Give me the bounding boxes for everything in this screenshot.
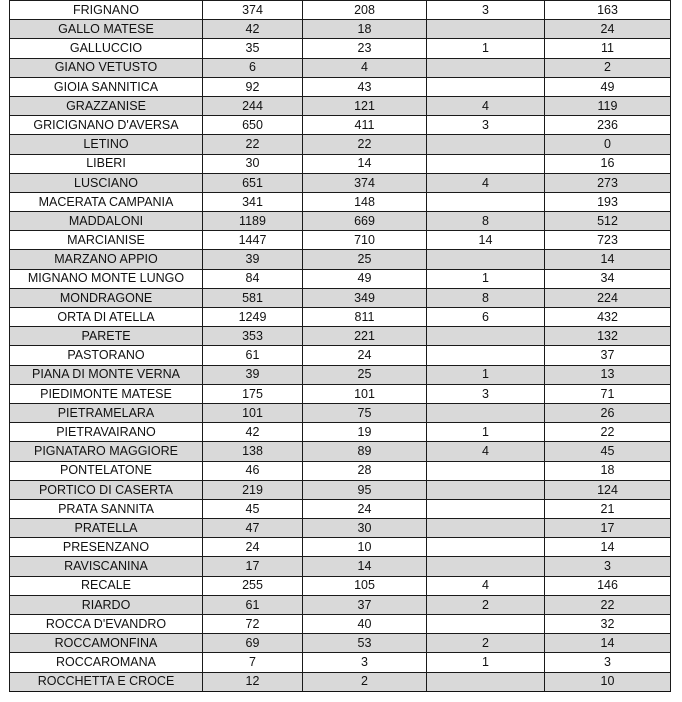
value-cell-col2: 84 bbox=[203, 269, 303, 288]
municipality-name-cell: PASTORANO bbox=[10, 346, 203, 365]
value-cell-col5: 11 bbox=[545, 39, 671, 58]
value-cell-col2: 24 bbox=[203, 538, 303, 557]
municipality-name-cell: PIETRAMELARA bbox=[10, 403, 203, 422]
value-cell-col3: 101 bbox=[303, 384, 427, 403]
value-cell-col4 bbox=[427, 538, 545, 557]
value-cell-col5: 22 bbox=[545, 423, 671, 442]
value-cell-col3: 121 bbox=[303, 96, 427, 115]
value-cell-col3: 4 bbox=[303, 58, 427, 77]
value-cell-col4: 4 bbox=[427, 96, 545, 115]
municipality-name-cell: PIANA DI MONTE VERNA bbox=[10, 365, 203, 384]
value-cell-col2: 61 bbox=[203, 595, 303, 614]
value-cell-col4: 14 bbox=[427, 231, 545, 250]
value-cell-col2: 353 bbox=[203, 327, 303, 346]
table-row bbox=[10, 173, 671, 192]
value-cell-col3: 22 bbox=[303, 135, 427, 154]
value-cell-col2: 7 bbox=[203, 653, 303, 672]
value-cell-col2: 650 bbox=[203, 116, 303, 135]
value-cell-col4 bbox=[427, 557, 545, 576]
value-cell-col2: 72 bbox=[203, 615, 303, 634]
value-cell-col5: 71 bbox=[545, 384, 671, 403]
value-cell-col2: 1447 bbox=[203, 231, 303, 250]
municipality-name-cell: RIARDO bbox=[10, 595, 203, 614]
value-cell-col3: 669 bbox=[303, 212, 427, 231]
value-cell-col2: 22 bbox=[203, 135, 303, 154]
value-cell-col5: 13 bbox=[545, 365, 671, 384]
value-cell-col3: 24 bbox=[303, 346, 427, 365]
value-cell-col4: 3 bbox=[427, 116, 545, 135]
value-cell-col3: 75 bbox=[303, 403, 427, 422]
value-cell-col4: 8 bbox=[427, 212, 545, 231]
value-cell-col5: 14 bbox=[545, 634, 671, 653]
value-cell-col5: 124 bbox=[545, 480, 671, 499]
table-row bbox=[10, 519, 671, 538]
value-cell-col2: 101 bbox=[203, 403, 303, 422]
value-cell-col3: 411 bbox=[303, 116, 427, 135]
value-cell-col3: 14 bbox=[303, 557, 427, 576]
municipality-name-cell: MARZANO APPIO bbox=[10, 250, 203, 269]
value-cell-col2: 92 bbox=[203, 77, 303, 96]
value-cell-col3: 28 bbox=[303, 461, 427, 480]
value-cell-col2: 219 bbox=[203, 480, 303, 499]
municipality-name-cell: PRESENZANO bbox=[10, 538, 203, 557]
municipality-name-cell: MADDALONI bbox=[10, 212, 203, 231]
value-cell-col4 bbox=[427, 250, 545, 269]
value-cell-col5: 193 bbox=[545, 192, 671, 211]
value-cell-col5: 2 bbox=[545, 58, 671, 77]
value-cell-col4 bbox=[427, 58, 545, 77]
value-cell-col5: 22 bbox=[545, 595, 671, 614]
value-cell-col4: 1 bbox=[427, 269, 545, 288]
municipality-name-cell: ROCCA D'EVANDRO bbox=[10, 615, 203, 634]
value-cell-col3: 23 bbox=[303, 39, 427, 58]
table-row bbox=[10, 499, 671, 518]
value-cell-col4: 2 bbox=[427, 634, 545, 653]
value-cell-col4 bbox=[427, 77, 545, 96]
value-cell-col4: 3 bbox=[427, 1, 545, 20]
municipality-name-cell: GRAZZANISE bbox=[10, 96, 203, 115]
value-cell-col3: 24 bbox=[303, 499, 427, 518]
value-cell-col4: 4 bbox=[427, 442, 545, 461]
table-row bbox=[10, 269, 671, 288]
table-row bbox=[10, 212, 671, 231]
municipality-name-cell: LIBERI bbox=[10, 154, 203, 173]
value-cell-col3: 43 bbox=[303, 77, 427, 96]
value-cell-col2: 47 bbox=[203, 519, 303, 538]
value-cell-col5: 14 bbox=[545, 538, 671, 557]
value-cell-col5: 273 bbox=[545, 173, 671, 192]
table-body bbox=[10, 1, 671, 692]
value-cell-col3: 25 bbox=[303, 250, 427, 269]
value-cell-col4: 1 bbox=[427, 39, 545, 58]
value-cell-col5: 16 bbox=[545, 154, 671, 173]
municipality-table bbox=[9, 0, 671, 692]
value-cell-col5: 17 bbox=[545, 519, 671, 538]
value-cell-col2: 46 bbox=[203, 461, 303, 480]
value-cell-col4 bbox=[427, 192, 545, 211]
municipality-name-cell: PRATA SANNITA bbox=[10, 499, 203, 518]
value-cell-col4 bbox=[427, 20, 545, 39]
municipality-name-cell: MACERATA CAMPANIA bbox=[10, 192, 203, 211]
municipality-name-cell: GIANO VETUSTO bbox=[10, 58, 203, 77]
value-cell-col2: 42 bbox=[203, 20, 303, 39]
table-row bbox=[10, 77, 671, 96]
value-cell-col2: 255 bbox=[203, 576, 303, 595]
municipality-name-cell: PONTELATONE bbox=[10, 461, 203, 480]
value-cell-col3: 37 bbox=[303, 595, 427, 614]
municipality-name-cell: RECALE bbox=[10, 576, 203, 595]
data-table-container bbox=[9, 0, 670, 692]
value-cell-col3: 95 bbox=[303, 480, 427, 499]
value-cell-col2: 6 bbox=[203, 58, 303, 77]
value-cell-col2: 39 bbox=[203, 250, 303, 269]
value-cell-col4 bbox=[427, 154, 545, 173]
value-cell-col5: 26 bbox=[545, 403, 671, 422]
value-cell-col4: 1 bbox=[427, 423, 545, 442]
table-row bbox=[10, 423, 671, 442]
table-row bbox=[10, 96, 671, 115]
value-cell-col5: 224 bbox=[545, 288, 671, 307]
value-cell-col2: 17 bbox=[203, 557, 303, 576]
municipality-name-cell: PIETRAVAIRANO bbox=[10, 423, 203, 442]
table-row bbox=[10, 288, 671, 307]
value-cell-col5: 24 bbox=[545, 20, 671, 39]
value-cell-col4 bbox=[427, 615, 545, 634]
value-cell-col4 bbox=[427, 346, 545, 365]
table-row bbox=[10, 403, 671, 422]
value-cell-col3: 349 bbox=[303, 288, 427, 307]
municipality-name-cell: ROCCAMONFINA bbox=[10, 634, 203, 653]
table-row bbox=[10, 634, 671, 653]
value-cell-col5: 3 bbox=[545, 653, 671, 672]
value-cell-col3: 221 bbox=[303, 327, 427, 346]
table-row bbox=[10, 154, 671, 173]
value-cell-col4: 4 bbox=[427, 173, 545, 192]
value-cell-col5: 163 bbox=[545, 1, 671, 20]
table-row bbox=[10, 538, 671, 557]
value-cell-col2: 61 bbox=[203, 346, 303, 365]
value-cell-col2: 175 bbox=[203, 384, 303, 403]
value-cell-col3: 18 bbox=[303, 20, 427, 39]
value-cell-col3: 14 bbox=[303, 154, 427, 173]
value-cell-col2: 12 bbox=[203, 672, 303, 691]
value-cell-col4: 2 bbox=[427, 595, 545, 614]
value-cell-col2: 69 bbox=[203, 634, 303, 653]
value-cell-col5: 512 bbox=[545, 212, 671, 231]
value-cell-col4: 1 bbox=[427, 365, 545, 384]
value-cell-col2: 1249 bbox=[203, 308, 303, 327]
value-cell-col2: 39 bbox=[203, 365, 303, 384]
value-cell-col5: 21 bbox=[545, 499, 671, 518]
table-row bbox=[10, 250, 671, 269]
municipality-name-cell: LUSCIANO bbox=[10, 173, 203, 192]
value-cell-col2: 30 bbox=[203, 154, 303, 173]
municipality-name-cell: ROCCHETTA E CROCE bbox=[10, 672, 203, 691]
value-cell-col2: 138 bbox=[203, 442, 303, 461]
value-cell-col2: 341 bbox=[203, 192, 303, 211]
value-cell-col2: 244 bbox=[203, 96, 303, 115]
municipality-name-cell: GALLO MATESE bbox=[10, 20, 203, 39]
table-row bbox=[10, 557, 671, 576]
value-cell-col3: 49 bbox=[303, 269, 427, 288]
value-cell-col4: 8 bbox=[427, 288, 545, 307]
municipality-name-cell: GALLUCCIO bbox=[10, 39, 203, 58]
table-row bbox=[10, 653, 671, 672]
value-cell-col4: 6 bbox=[427, 308, 545, 327]
value-cell-col3: 811 bbox=[303, 308, 427, 327]
municipality-name-cell: MIGNANO MONTE LUNGO bbox=[10, 269, 203, 288]
table-row bbox=[10, 442, 671, 461]
table-row bbox=[10, 672, 671, 691]
value-cell-col3: 40 bbox=[303, 615, 427, 634]
value-cell-col3: 208 bbox=[303, 1, 427, 20]
municipality-name-cell: MONDRAGONE bbox=[10, 288, 203, 307]
value-cell-col4 bbox=[427, 672, 545, 691]
value-cell-col2: 581 bbox=[203, 288, 303, 307]
value-cell-col2: 374 bbox=[203, 1, 303, 20]
table-row bbox=[10, 615, 671, 634]
value-cell-col5: 3 bbox=[545, 557, 671, 576]
municipality-name-cell: GIOIA SANNITICA bbox=[10, 77, 203, 96]
table-row bbox=[10, 308, 671, 327]
table-row bbox=[10, 365, 671, 384]
value-cell-col5: 37 bbox=[545, 346, 671, 365]
municipality-name-cell: RAVISCANINA bbox=[10, 557, 203, 576]
value-cell-col4 bbox=[427, 519, 545, 538]
table-row bbox=[10, 116, 671, 135]
table-row bbox=[10, 595, 671, 614]
value-cell-col3: 30 bbox=[303, 519, 427, 538]
municipality-name-cell: ROCCAROMANA bbox=[10, 653, 203, 672]
value-cell-col5: 146 bbox=[545, 576, 671, 595]
value-cell-col5: 432 bbox=[545, 308, 671, 327]
value-cell-col5: 14 bbox=[545, 250, 671, 269]
municipality-name-cell: PORTICO DI CASERTA bbox=[10, 480, 203, 499]
value-cell-col5: 45 bbox=[545, 442, 671, 461]
table-row bbox=[10, 135, 671, 154]
value-cell-col3: 53 bbox=[303, 634, 427, 653]
municipality-name-cell: FRIGNANO bbox=[10, 1, 203, 20]
value-cell-col5: 18 bbox=[545, 461, 671, 480]
municipality-name-cell: PIEDIMONTE MATESE bbox=[10, 384, 203, 403]
value-cell-col4: 1 bbox=[427, 653, 545, 672]
table-row bbox=[10, 58, 671, 77]
value-cell-col4: 3 bbox=[427, 384, 545, 403]
table-row bbox=[10, 480, 671, 499]
value-cell-col2: 651 bbox=[203, 173, 303, 192]
value-cell-col3: 105 bbox=[303, 576, 427, 595]
municipality-name-cell: PARETE bbox=[10, 327, 203, 346]
value-cell-col5: 0 bbox=[545, 135, 671, 154]
table-row bbox=[10, 1, 671, 20]
value-cell-col5: 34 bbox=[545, 269, 671, 288]
value-cell-col4 bbox=[427, 461, 545, 480]
value-cell-col5: 32 bbox=[545, 615, 671, 634]
value-cell-col4 bbox=[427, 327, 545, 346]
value-cell-col2: 42 bbox=[203, 423, 303, 442]
value-cell-col5: 10 bbox=[545, 672, 671, 691]
municipality-name-cell: ORTA DI ATELLA bbox=[10, 308, 203, 327]
value-cell-col3: 10 bbox=[303, 538, 427, 557]
table-row bbox=[10, 327, 671, 346]
value-cell-col5: 119 bbox=[545, 96, 671, 115]
value-cell-col5: 723 bbox=[545, 231, 671, 250]
table-row bbox=[10, 39, 671, 58]
table-row bbox=[10, 461, 671, 480]
value-cell-col5: 132 bbox=[545, 327, 671, 346]
value-cell-col4 bbox=[427, 480, 545, 499]
value-cell-col3: 2 bbox=[303, 672, 427, 691]
table-row bbox=[10, 346, 671, 365]
table-row bbox=[10, 231, 671, 250]
value-cell-col4 bbox=[427, 403, 545, 422]
value-cell-col5: 49 bbox=[545, 77, 671, 96]
table-row bbox=[10, 20, 671, 39]
municipality-name-cell: PIGNATARO MAGGIORE bbox=[10, 442, 203, 461]
value-cell-col2: 35 bbox=[203, 39, 303, 58]
municipality-name-cell: GRICIGNANO D'AVERSA bbox=[10, 116, 203, 135]
municipality-name-cell: LETINO bbox=[10, 135, 203, 154]
value-cell-col3: 25 bbox=[303, 365, 427, 384]
value-cell-col4 bbox=[427, 135, 545, 154]
value-cell-col3: 148 bbox=[303, 192, 427, 211]
value-cell-col2: 1189 bbox=[203, 212, 303, 231]
value-cell-col2: 45 bbox=[203, 499, 303, 518]
value-cell-col3: 710 bbox=[303, 231, 427, 250]
municipality-name-cell: MARCIANISE bbox=[10, 231, 203, 250]
value-cell-col3: 19 bbox=[303, 423, 427, 442]
value-cell-col4: 4 bbox=[427, 576, 545, 595]
value-cell-col4 bbox=[427, 499, 545, 518]
value-cell-col5: 236 bbox=[545, 116, 671, 135]
value-cell-col3: 3 bbox=[303, 653, 427, 672]
value-cell-col3: 89 bbox=[303, 442, 427, 461]
table-row bbox=[10, 384, 671, 403]
municipality-name-cell: PRATELLA bbox=[10, 519, 203, 538]
table-row bbox=[10, 192, 671, 211]
table-row bbox=[10, 576, 671, 595]
value-cell-col3: 374 bbox=[303, 173, 427, 192]
